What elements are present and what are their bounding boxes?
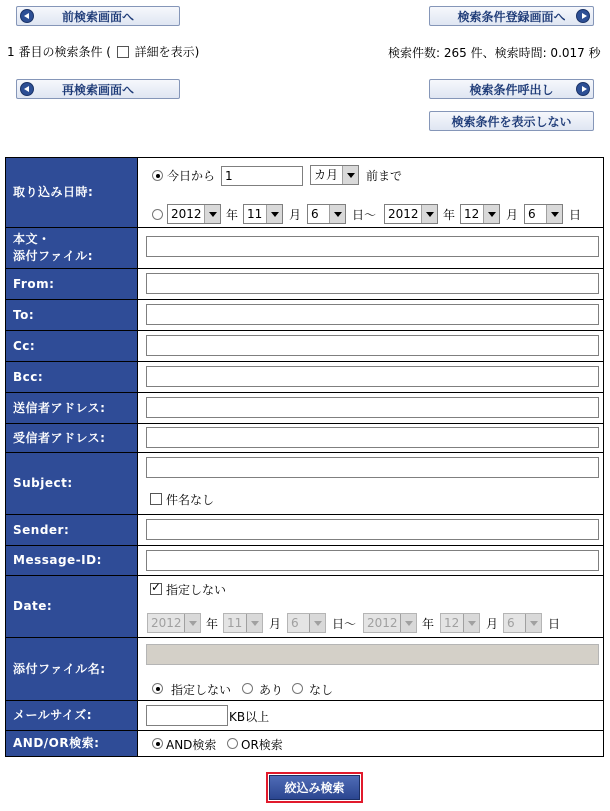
from-year-select[interactable]: 2012: [167, 204, 221, 224]
chevron-down-icon: [463, 614, 479, 632]
arrow-right-icon: [576, 9, 590, 23]
row-subject: Subject: 件名なし: [6, 453, 603, 514]
re-search-button[interactable]: 再検索画面へ: [16, 79, 180, 99]
row-sender-address: [6, 393, 603, 423]
mail-size-label: メールサイズ:: [6, 701, 137, 730]
chevron-down-icon: [421, 205, 437, 223]
subject-label: Subject:: [6, 453, 137, 514]
chevron-down-icon: [525, 614, 541, 632]
arrow-left-icon: [20, 82, 34, 96]
attachment-radio-not-specified[interactable]: [152, 683, 163, 694]
bcc-label: Bcc:: [6, 362, 137, 392]
chevron-down-icon: [246, 614, 262, 632]
row-from: [6, 269, 603, 299]
row-sender: [6, 515, 603, 545]
arrow-right-icon: [576, 82, 590, 96]
recipient-address-label: 受信者アドレス:: [6, 424, 137, 452]
row-cc: [6, 331, 603, 361]
mail-size-input[interactable]: [146, 705, 228, 726]
date-from-year-select[interactable]: 2012: [147, 613, 201, 633]
date-from-month-select[interactable]: 11: [223, 613, 263, 633]
to-day-select[interactable]: 6: [524, 204, 563, 224]
from-label: From:: [6, 269, 137, 299]
chevron-down-icon: [483, 205, 499, 223]
date-from-day-select[interactable]: 6: [287, 613, 326, 633]
import-datetime-label: 取り込み日時:: [6, 158, 137, 227]
row-attachment-name: 添付ファイル名: 指定しない あり なし: [6, 638, 603, 700]
date-to-month-select[interactable]: 12: [440, 613, 480, 633]
attachment-name-input[interactable]: [146, 644, 599, 665]
chevron-down-icon: [546, 205, 562, 223]
chevron-down-icon: [184, 614, 200, 632]
cc-input[interactable]: [146, 335, 599, 356]
to-label: To:: [6, 300, 137, 330]
row-import-datetime: 取り込み日時: 今日から 1 カ月 前まで 2012 年 11 月 6 日〜 2012 年 12 月 6 日: [6, 158, 603, 227]
recipient-address-input[interactable]: [146, 427, 599, 448]
cc-label: Cc:: [6, 331, 137, 361]
from-month-select[interactable]: 11: [243, 204, 283, 224]
radio-relative-date[interactable]: [152, 170, 163, 181]
chevron-down-icon: [342, 166, 358, 184]
chevron-down-icon: [204, 205, 220, 223]
register-search-button[interactable]: 検索条件登録画面へ: [429, 6, 594, 26]
sender-address-label: 送信者アドレス:: [6, 393, 137, 423]
row-body-attachment: [6, 228, 603, 268]
sender-address-input[interactable]: [146, 397, 599, 418]
no-subject-checkbox[interactable]: [150, 493, 162, 505]
call-conditions-button[interactable]: 検索条件呼出し: [429, 79, 594, 99]
row-mail-size: メールサイズ: KB以上: [6, 701, 603, 730]
radio-absolute-date[interactable]: [152, 209, 163, 220]
chevron-down-icon: [266, 205, 282, 223]
refine-search-button[interactable]: 絞込み検索: [266, 772, 363, 803]
relative-unit-select[interactable]: カ月: [310, 165, 359, 185]
attachment-name-label: 添付ファイル名:: [6, 638, 137, 700]
hide-conditions-button[interactable]: 検索条件を表示しない: [429, 111, 594, 131]
body-attachment-input[interactable]: [146, 236, 599, 257]
date-to-year-select[interactable]: 2012: [363, 613, 417, 633]
row-and-or: AND/OR検索: AND検索 OR検索: [6, 731, 603, 756]
condition-heading: 1 番目の検索条件 ( 詳細を表示): [7, 45, 200, 59]
row-message-id: [6, 546, 603, 575]
row-to: [6, 300, 603, 330]
attachment-radio-no[interactable]: [292, 683, 303, 694]
date-not-specified-checkbox[interactable]: [150, 583, 162, 595]
row-recipient-address: [6, 424, 603, 452]
sender-label: Sender:: [6, 515, 137, 545]
chevron-down-icon: [309, 614, 325, 632]
and-search-radio[interactable]: [152, 738, 163, 749]
or-search-radio[interactable]: [227, 738, 238, 749]
arrow-left-icon: [20, 9, 34, 23]
row-bcc: [6, 362, 603, 392]
body-attachment-label: 本文・ 添付ファイル:: [6, 228, 137, 268]
attachment-radio-yes[interactable]: [242, 683, 253, 694]
subject-input[interactable]: [146, 457, 599, 478]
date-to-day-select[interactable]: 6: [503, 613, 542, 633]
to-year-select[interactable]: 2012: [384, 204, 438, 224]
sender-input[interactable]: [146, 519, 599, 540]
show-detail-checkbox[interactable]: [117, 46, 129, 58]
prev-search-button[interactable]: 前検索画面へ: [16, 6, 180, 26]
and-or-label: AND/OR検索:: [6, 731, 137, 756]
from-day-select[interactable]: 6: [307, 204, 346, 224]
message-id-input[interactable]: [146, 550, 599, 571]
message-id-label: Message-ID:: [6, 546, 137, 575]
bcc-input[interactable]: [146, 366, 599, 387]
to-input[interactable]: [146, 304, 599, 325]
search-form: [5, 157, 604, 757]
row-date: Date: ✓ 指定しない 2012 年 11 月 6 日〜 2012 年 12 月 6 日: [6, 576, 603, 637]
chevron-down-icon: [329, 205, 345, 223]
to-month-select[interactable]: 12: [460, 204, 500, 224]
date-label: Date:: [6, 576, 137, 637]
chevron-down-icon: [400, 614, 416, 632]
result-summary: 検索件数: 265 件、検索時間: 0.017 秒: [388, 46, 601, 60]
relative-amount-input[interactable]: 1: [221, 166, 303, 186]
from-input[interactable]: [146, 273, 599, 294]
